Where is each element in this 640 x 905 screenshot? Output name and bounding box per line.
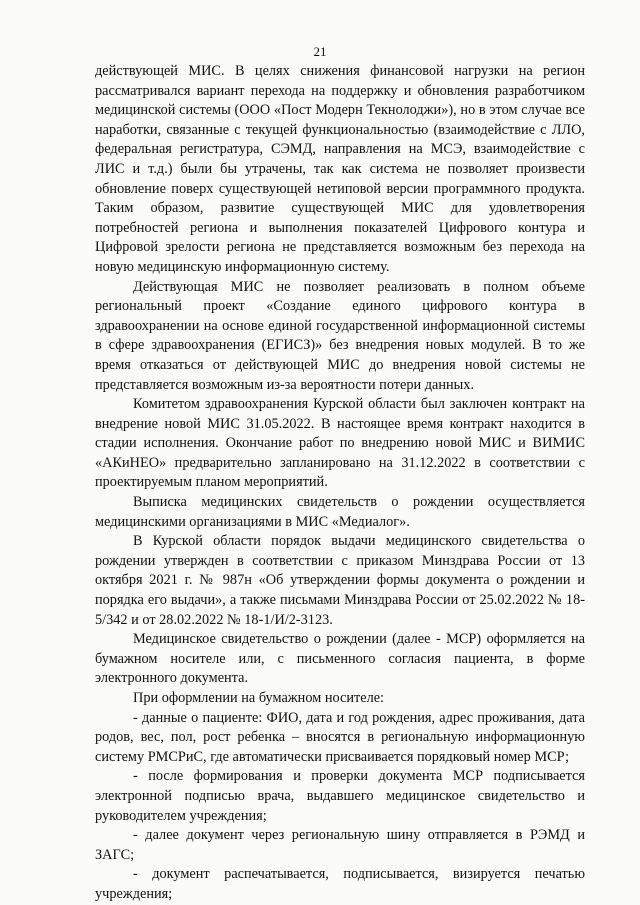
list-item: - данные о пациенте: ФИО, дата и год рождения, адрес проживания, дата родов, вес, пол, рост ребенка – вносятся в региональную информационную систему РМСРиС, где автоматически присваивается порядковый номер МСР; — [95, 709, 585, 765]
page-number: 21 — [313, 44, 327, 59]
list-item: - после формирования и проверки документа МСР подписывается электронной подписью врача, выдавшего медицинское свидетельство и руководителем учреждения; — [95, 768, 585, 824]
paragraph: В Курской области порядок выдачи медицинского свидетельства о рождении утвержден в соответствии с приказом Минздрава России от 13 октября 2021 г. № 987н «Об утверждении формы документа о рождении и порядка его выдачи», а также письмами Минздрава России от 25.02.2022 № 18-5/342 и от 28.02.2022 № 18-1/И/2-3123. — [95, 533, 585, 628]
paragraph: Медицинское свидетельство о рождении (далее - МСР) оформляется на бумажном носителе или, с письменного согласия пациента, в форме электронного документа. — [95, 631, 585, 687]
document-body — [95, 62, 585, 905]
list-item: - далее документ через региональную шину отправляется в РЭМД и ЗАГС; — [95, 827, 585, 863]
paragraph: действующей МИС. В целях снижения финансовой нагрузки на регион рассматривался вариант перехода на поддержку и обновления разработчиком медицинской системы (ООО «Пост Модерн Текнолоджи»), но в этом случае все наработки, связанные с текущей функциональностью (взаимодействие с ЛЛО, федеральная регистратура, СЭМД, направления на МСЭ, взаимодействие с ЛИС и т.д.) были бы утрачены, так как система не позволяет произвести обновление поверх существующей нетиповой версии программного продукта. Таким образом, развитие существующей МИС для удовлетворения потребностей региона и выполнения показателей Цифрового контура и Цифровой зрелости региона не представляется возможным без перехода на новую медицинскую информационную систему. — [95, 63, 585, 275]
paragraph: При оформлении на бумажном носителе: — [133, 690, 385, 706]
list-item: - документ распечатывается, подписывается, визируется печатью учреждения; — [95, 866, 585, 902]
paragraph: Выписка медицинских свидетельств о рождении осуществляется медицинскими организациями в МИС «Медиалог». — [95, 494, 585, 530]
paragraph: Действующая МИС не позволяет реализовать в полном объеме региональный проект «Создание единого цифрового контура в здравоохранении на основе единой государственной информационной системы в сфере здравоохранения (ЕГИСЗ)» без внедрения новых модулей. В то же время отказаться от действующей МИС до внедрения новой системы не представляется возможным из-за вероятности потери данных. — [95, 278, 585, 393]
paragraph: Комитетом здравоохранения Курской области был заключен контракт на внедрение новой МИС 31.05.2022. В настоящее время контракт находится в стадии исполнения. Окончание работ по внедрению новой МИС и ВИМИС «АКиНЕО» предварительно запланировано на 31.12.2022 в соответствии с проектируемым планом мероприятий. — [95, 396, 585, 491]
